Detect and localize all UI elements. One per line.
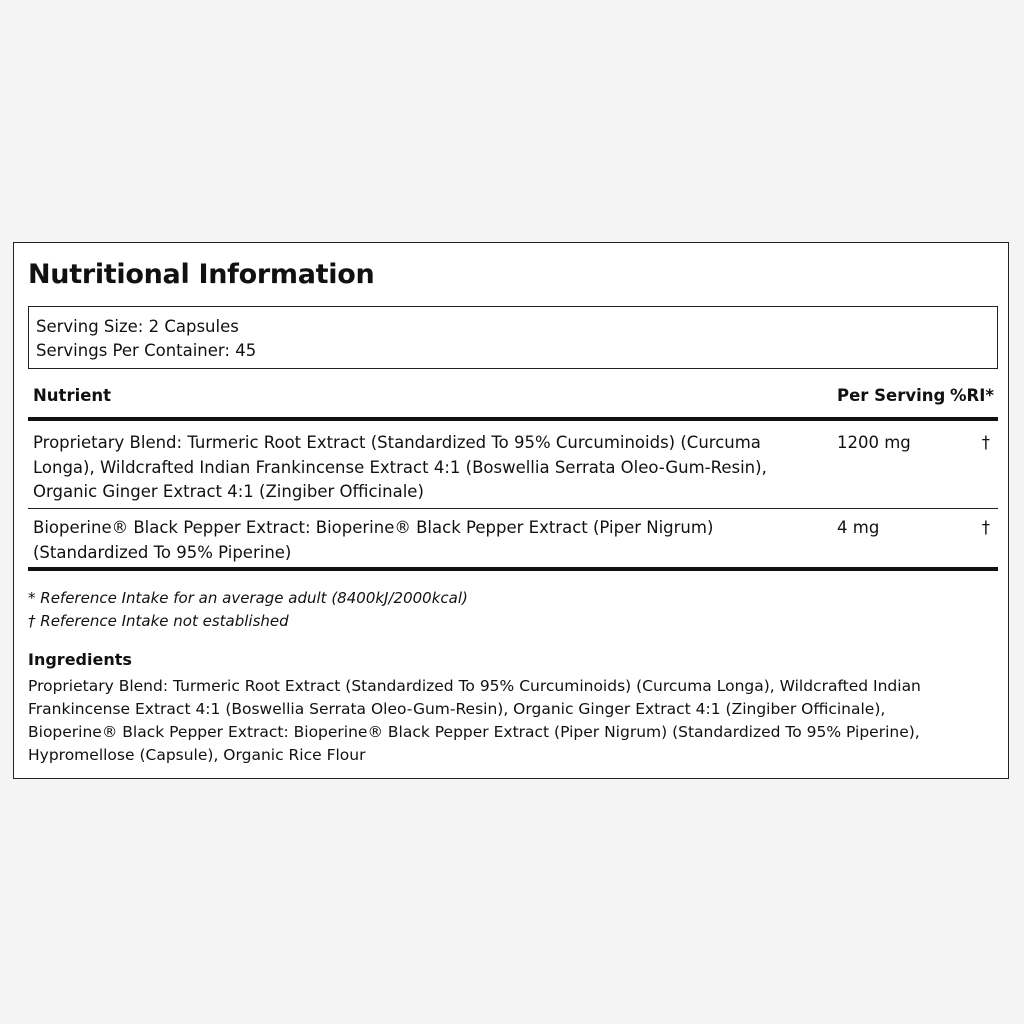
ingredients-text: Proprietary Blend: Turmeric Root Extract (Standardized To 95% Curcuminoids) (Curcuma Longa), Wildcrafted Indian Frankincense Extract 4:1 (Boswellia Serrata Oleo-Gum-Resin), Organic Ginger Extract 4:1 (Zingiber Officinale), Bioperine® Black Pepper Extract: Bioperine® Black Pepper Extract (Piper Nigrum) (Standardized To 95% Piperine), Hypromellose (Capsule), Organic Rice Flour [28,677,921,764]
footnotes [28,587,468,633]
serving-size: Serving Size: 2 Capsules [36,317,239,336]
header-ri: %RI* [949,386,994,405]
table-row [28,516,998,571]
table-row [28,431,998,509]
header-nutrient: Nutrient [33,386,112,405]
dagger-footnote: † Reference Intake not established [28,612,289,630]
nutrition-table-header [28,383,998,421]
panel-title: Nutritional Information [28,259,375,290]
nutrient-name: Proprietary Blend: Turmeric Root Extract (Standardized To 95% Curcuminoids) (Curcuma Longa), Wildcrafted Indian Frankincense Extract 4:1 (Boswellia Serrata Oleo-Gum-Resin), Organic Ginger Extract 4:1 (Zingiber Officinale) [33,433,767,501]
nutrient-amount: 1200 mg [837,433,911,452]
nutrient-amount: 4 mg [837,518,880,537]
nutrient-ri: † [981,433,990,452]
nutrient-ri: † [981,518,990,537]
servings-per-container: Servings Per Container: 45 [36,341,257,360]
ri-footnote: * Reference Intake for an average adult (8400kJ/2000kcal) [28,589,468,607]
nutrition-panel [13,242,1009,779]
header-per-serving: Per Serving [837,386,946,405]
ingredients-heading: Ingredients [28,650,132,669]
nutrient-name: Bioperine® Black Pepper Extract: Bioperine® Black Pepper Extract (Piper Nigrum) (Standardized To 95% Piperine) [33,518,714,562]
serving-info-box [28,306,998,369]
